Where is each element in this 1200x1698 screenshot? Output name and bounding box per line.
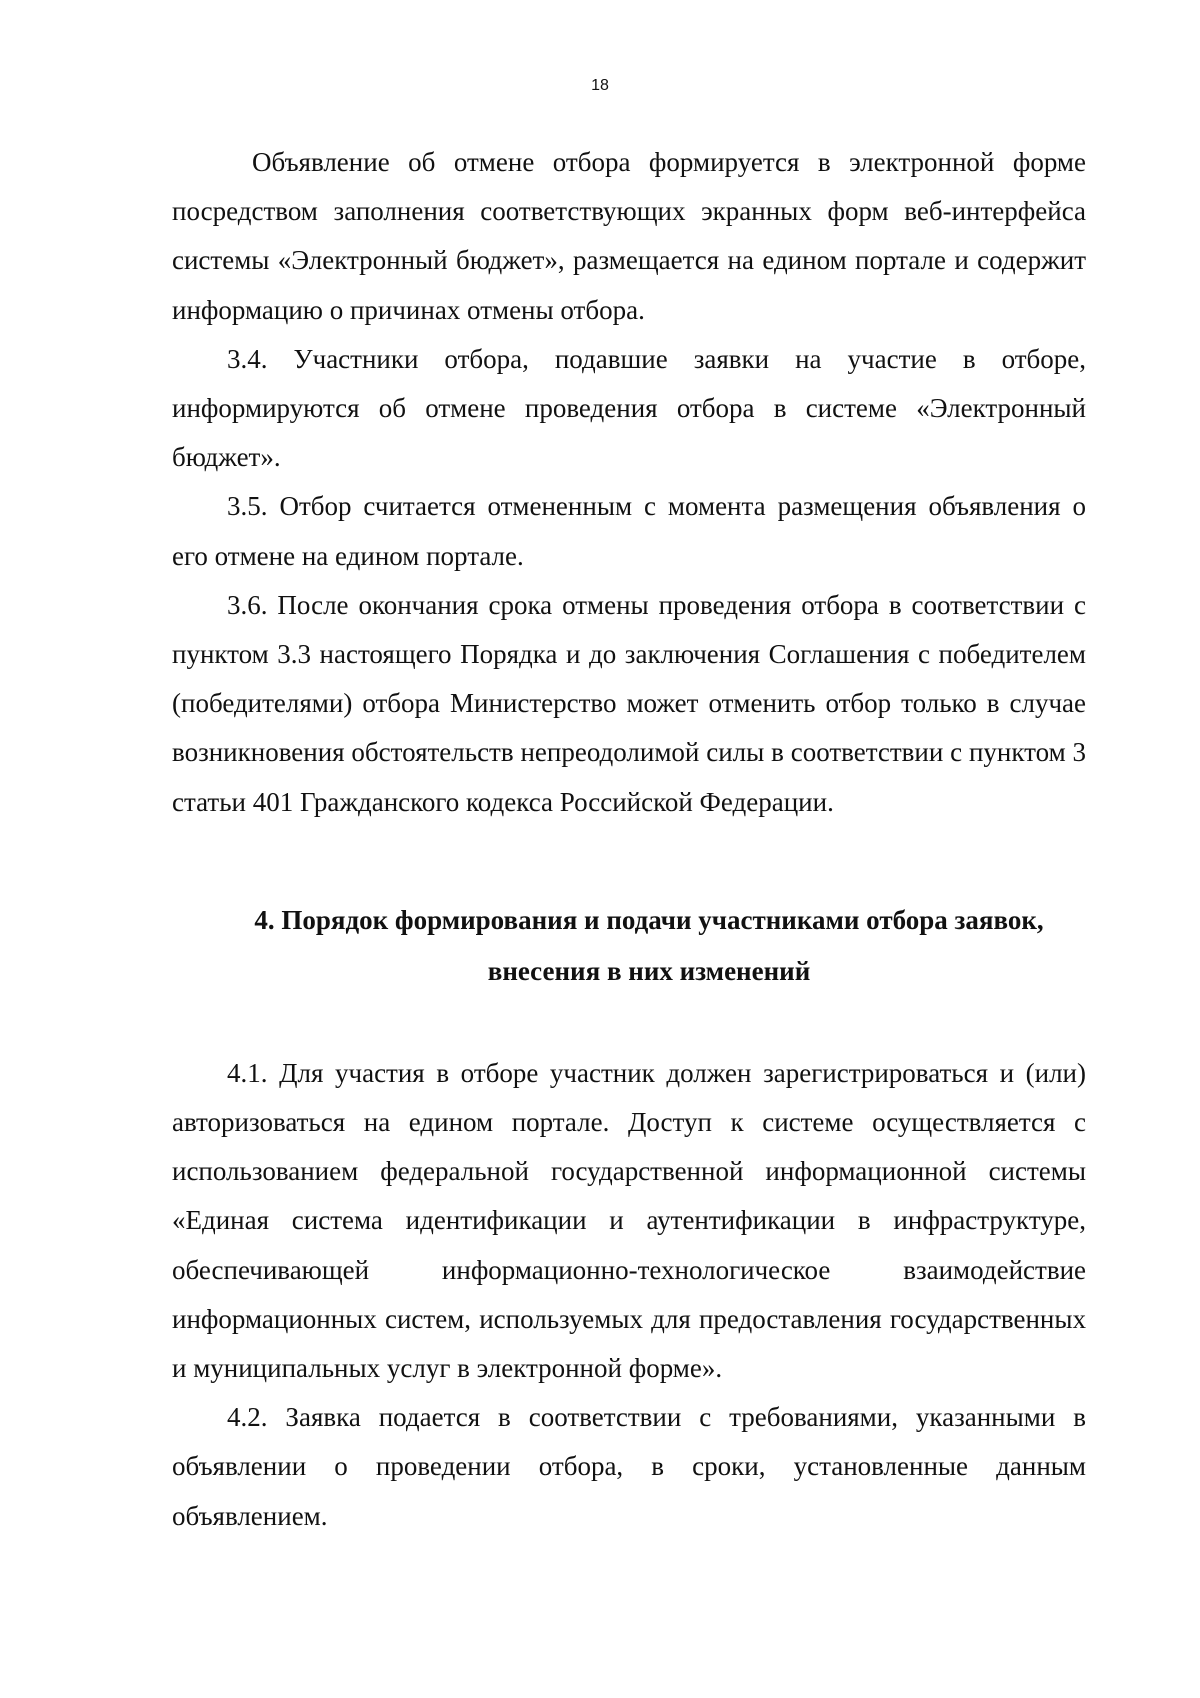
page-number: 18 <box>591 77 609 94</box>
paragraph-3-6: 3.6. После окончания срока отмены проведения отбора в соответствии с пунктом 3.3 настоящего Порядка и до заключения Соглашения с победителем (победителями) отбора Министерство может отменить отбор только в случае возникновения обстоятельств непреодолимой силы в соответствии с пунктом 3 статьи 401 Гражданского кодекса Российской Федерации. <box>172 589 1086 817</box>
paragraph-4-1: 4.1. Для участия в отборе участник должен зарегистрироваться и (или) авторизоваться на едином портале. Доступ к системе осуществляется с использованием федеральной государственной информационной системы «Единая система идентификации и аутентификации в инфраструктуре, обеспечивающей информационно-технологическое взаимодействие информационных систем, используемых для предоставления государственных и муниципальных услуг в электронной форме». <box>172 1057 1086 1384</box>
paragraph-3-5: 3.5. Отбор считается отмененным с момента размещения объявления о его отмене на едином портале. <box>172 491 1086 571</box>
section-heading-line-2: внесения в них изменений <box>487 955 811 986</box>
section-heading-line-1: 4. Порядок формирования и подачи участниками отбора заявок, <box>254 904 1044 935</box>
paragraph-3-3-continuation: Объявление об отмене отбора формируется в электронной форме посредством заполнения соответствующих экранных форм веб-интерфейса системы «Электронный бюджет», размещается на едином портале и содержит информацию о причинах отмены отбора. <box>172 147 1086 325</box>
paragraph-4-2: 4.2. Заявка подается в соответствии с требованиями, указанными в объявлении о проведении отбора, в сроки, установленные данным объявлением. <box>172 1402 1086 1531</box>
section-heading-4 <box>172 895 1086 997</box>
paragraph-3-4: 3.4. Участники отбора, подавшие заявки на участие в отборе, информируются об отмене проведения отбора в системе «Электронный бюджет». <box>172 343 1086 473</box>
document-body <box>172 138 1086 1541</box>
